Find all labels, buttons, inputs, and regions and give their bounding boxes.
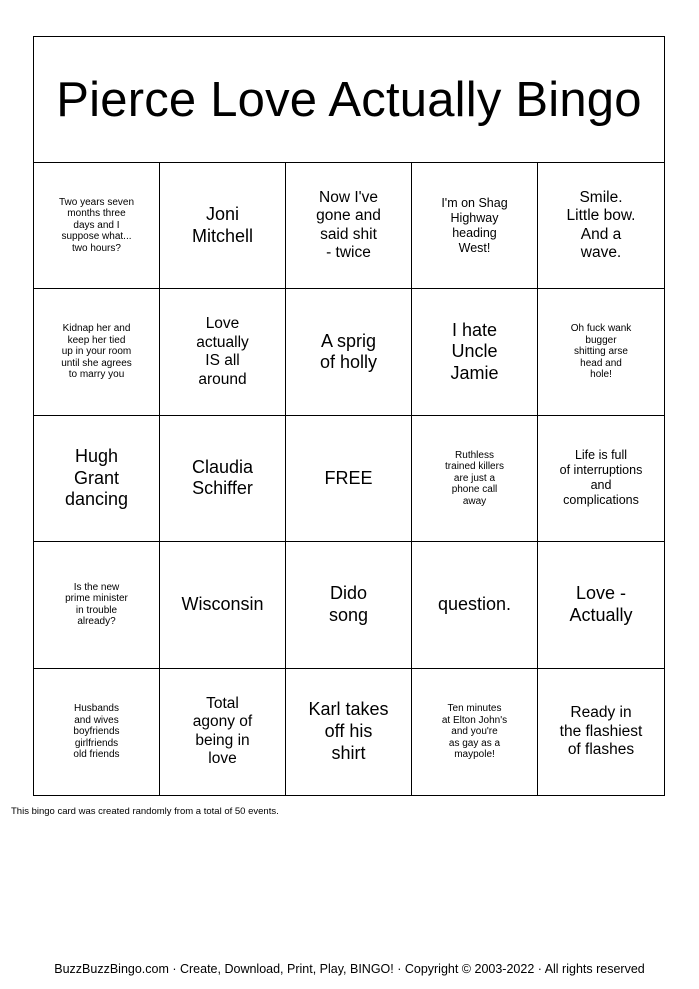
bingo-cell [34, 289, 160, 415]
bingo-cell [412, 416, 538, 542]
bingo-cell [160, 669, 286, 795]
bingo-cell [286, 669, 412, 795]
bingo-cell-text: Life is full of interruptions and complications [559, 448, 643, 508]
bingo-cell-text: Ten minutes at Elton John's and you're as gay as a maypole! [441, 703, 508, 761]
bingo-cell [34, 416, 160, 542]
bingo-cell-text: Love - Actually [569, 583, 633, 625]
bingo-cell-text: Total agony of being in love [192, 694, 253, 768]
bingo-cell-text: Now I've gone and said shit - twice [316, 188, 381, 262]
bingo-cell [286, 542, 412, 668]
bingo-cell [286, 416, 412, 542]
bingo-cell [34, 669, 160, 795]
bingo-cell-text: Joni Mitchell [191, 204, 253, 246]
bingo-cell [34, 542, 160, 668]
bingo-cell-text: Karl takes off his shirt [308, 699, 389, 763]
bingo-cell [412, 163, 538, 289]
bingo-cell [160, 289, 286, 415]
bingo-cell-text: Kidnap her and keep her tied up in your room until she agrees to marry you [61, 323, 132, 381]
bingo-cell-text: I hate Uncle Jamie [450, 319, 499, 383]
bingo-cell [538, 542, 664, 668]
bingo-cell-text: Husbands and wives boyfriends girlfriends old friends [73, 703, 120, 761]
bingo-cell [160, 163, 286, 289]
bingo-grid [34, 163, 664, 795]
bingo-cell-text: Dido song [328, 583, 369, 625]
bingo-cell-text: Two years seven months three days and I suppose what... two hours? [58, 196, 135, 254]
bingo-cell-text: Love actually IS all around [196, 314, 249, 388]
bingo-cell-text: question. [437, 594, 512, 615]
bingo-cell-text: A sprig of holly [319, 330, 378, 373]
bingo-cell-text: FREE [324, 467, 373, 488]
bingo-cell-text: Is the new prime minister in trouble already? [65, 581, 128, 628]
footer-copyright: BuzzBuzzBingo.com · Create, Download, Print, Play, BINGO! · Copyright © 2003-2022 · All rights reserved [54, 962, 645, 976]
bingo-cell [538, 669, 664, 795]
bingo-cell-text: Oh fuck wank bugger shitting arse head and hole! [570, 323, 632, 381]
bingo-cell [34, 163, 160, 289]
bingo-cell-text: Hugh Grant dancing [64, 446, 129, 510]
bingo-card [33, 36, 665, 796]
bingo-cell-text: Claudia Schiffer [191, 456, 254, 499]
card-title: Pierce Love Actually Bingo [34, 37, 664, 163]
bingo-cell-text: Ready in the flashiest of flashes [559, 703, 643, 759]
bingo-cell [412, 542, 538, 668]
bingo-cell-text: Wisconsin [181, 594, 264, 615]
bingo-cell [412, 669, 538, 795]
bingo-cell [412, 289, 538, 415]
bingo-cell [538, 163, 664, 289]
bingo-cell [538, 416, 664, 542]
bingo-cell [286, 289, 412, 415]
bingo-cell [286, 163, 412, 289]
generation-note: This bingo card was created randomly from a total of 50 events. [11, 806, 279, 817]
bingo-cell [160, 542, 286, 668]
bingo-cell [538, 289, 664, 415]
bingo-cell-text: I'm on Shag Highway heading West! [441, 195, 508, 255]
bingo-cell-text: Ruthless trained killers are just a phone call away [445, 449, 504, 507]
bingo-cell [160, 416, 286, 542]
bingo-cell-text: Smile. Little bow. And a wave. [566, 188, 636, 262]
